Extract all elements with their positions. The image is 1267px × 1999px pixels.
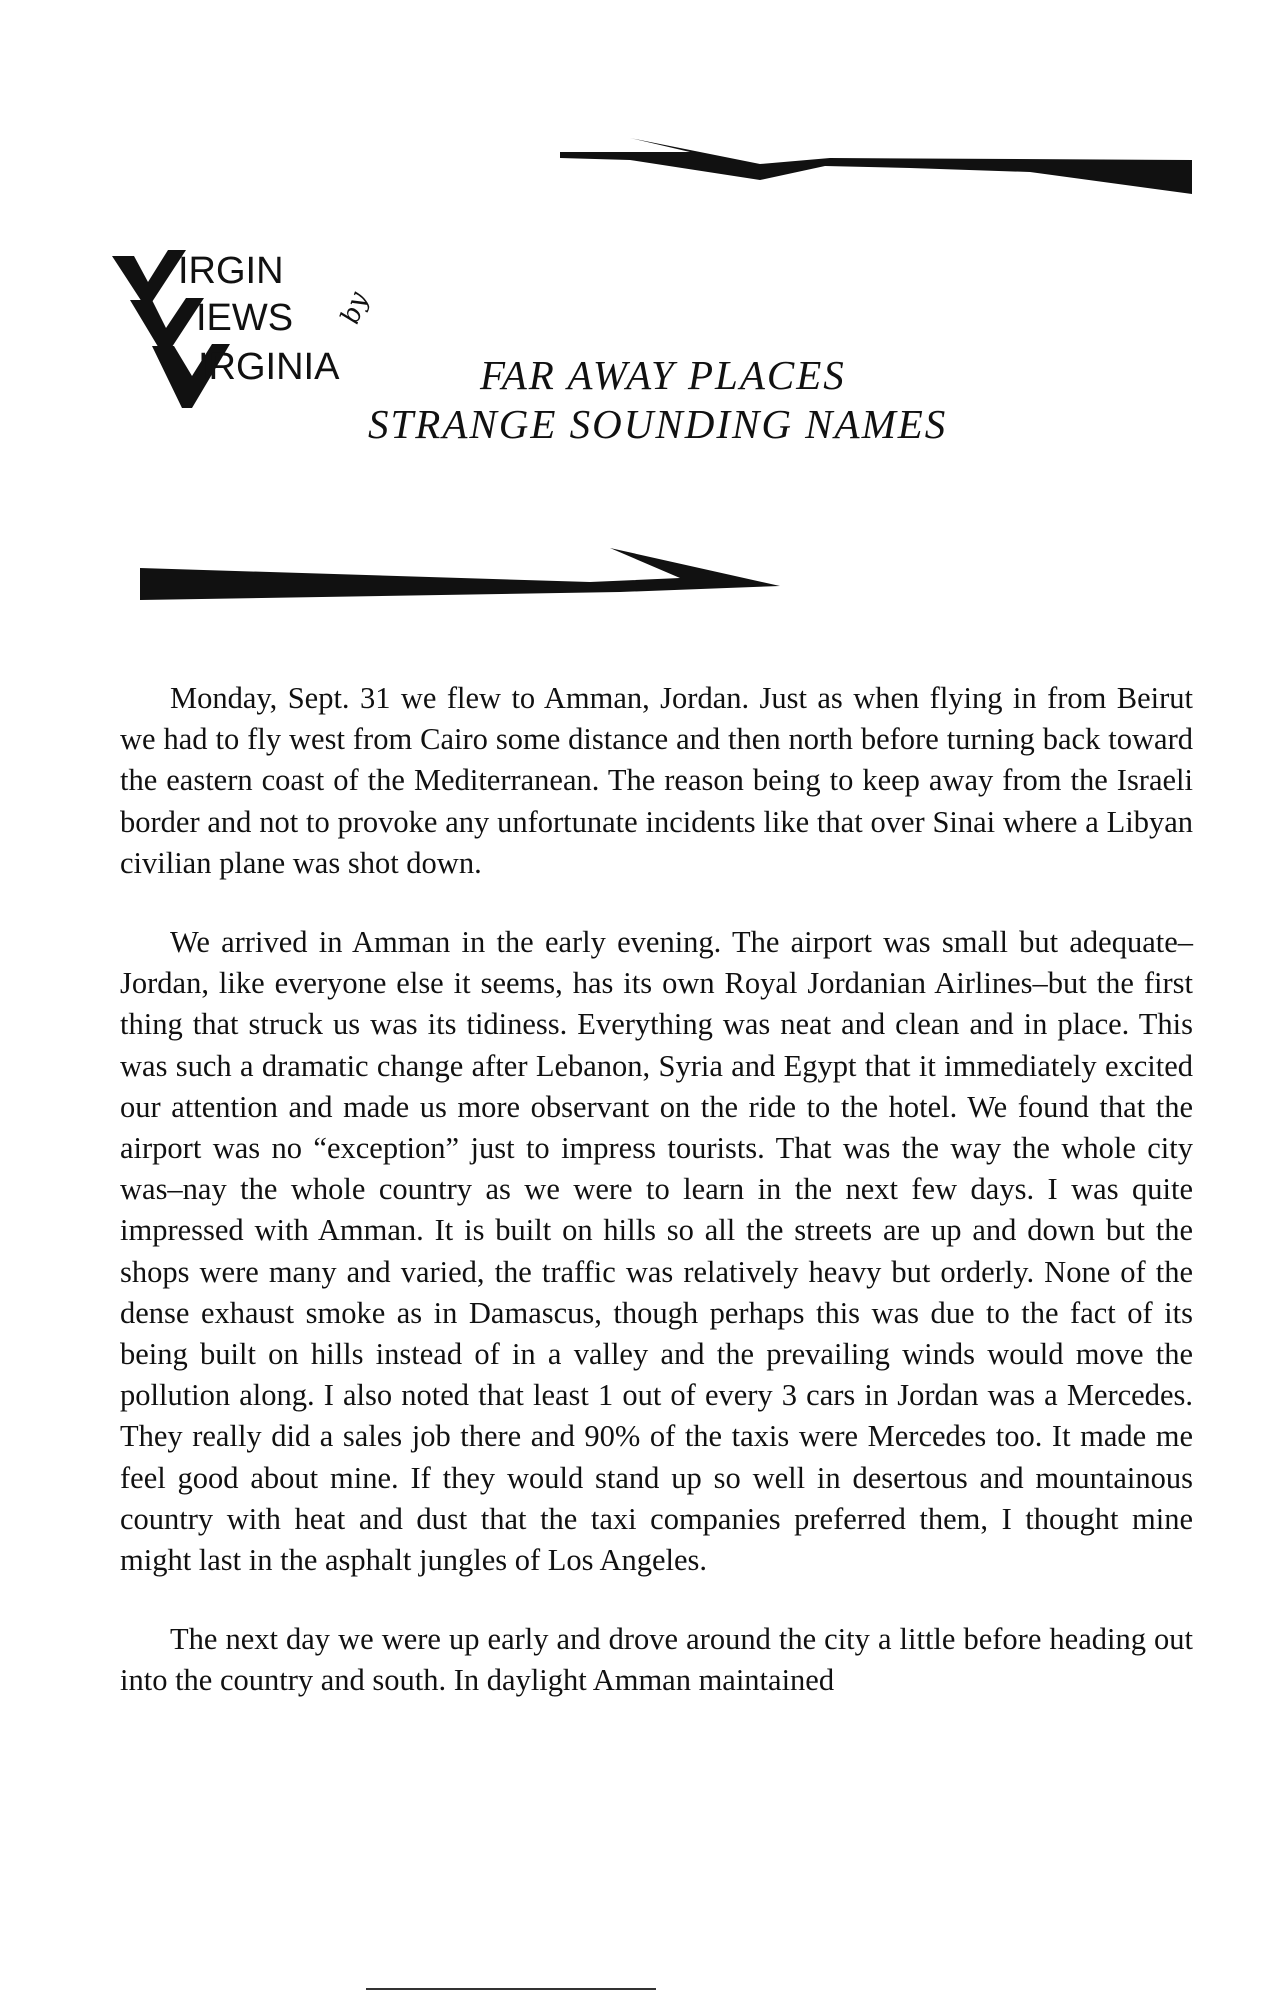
article-title-line-1: FAR AWAY PLACES	[480, 352, 846, 398]
logo-by: by	[335, 288, 375, 328]
logo-line-irgin: IRGIN	[178, 250, 284, 292]
article-body	[120, 678, 1193, 1740]
paragraph: We arrived in Amman in the early evening. The airport was small but adequate–Jordan, like everyone else it seems, has its own Royal Jordanian Airlines–but the first thing that struck us was its tidiness. Everything was neat and clean and in place. This was such a dramatic change after Lebanon, Syria and Egypt that it immediately excited our attention and made us more observant on the ride to the hotel. We found that the airport was no “exception” just to impress tourists. That was the way the whole city was–nay the whole country as we were to learn in the next few days. I was quite impressed with Amman. It is built on hills so all the streets are up and down but the shops were many and varied, the traffic was relatively heavy but orderly. None of the dense exhaust smoke as in Damascus, though perhaps this was due to the fact of its being built on hills instead of in a valley and the prevailing winds would move the pollution along. I also noted that least 1 out of every 3 cars in Jordan was a Mercedes. They really did a sales job there and 90% of the taxis were Mercedes too. It made me feel good about mine. If they would stand up so well in desertous and mountainous country with heat and dust that the taxi companies preferred them, I thought mine might last in the asphalt jungles of Los Angeles.	[120, 925, 1193, 1578]
right-arrow-ornament-icon	[140, 548, 780, 610]
left-arrow-ornament-icon	[560, 138, 1192, 198]
logo-line-irginia: IRGINIA	[198, 346, 340, 388]
logo-line-iews: IEWS	[196, 297, 294, 339]
virgin-views-logo	[112, 248, 432, 413]
paragraph: The next day we were up early and drove around the city a little before heading out into the country and south. In daylight Amman maintained	[120, 1622, 1193, 1698]
article-title-line-2: STRANGE SOUNDING NAMES	[368, 401, 948, 447]
paragraph: Monday, Sept. 31 we flew to Amman, Jordan. Just as when flying in from Beirut we had to fly west from Cairo some distance and then north before turning back toward the eastern coast of the Mediterranean. The reason being to keep away from the Israeli border and not to provoke any unfortunate incidents like that over Sinai where a Libyan civilian plane was shot down.	[120, 681, 1193, 880]
footer-divider	[366, 1988, 656, 1990]
